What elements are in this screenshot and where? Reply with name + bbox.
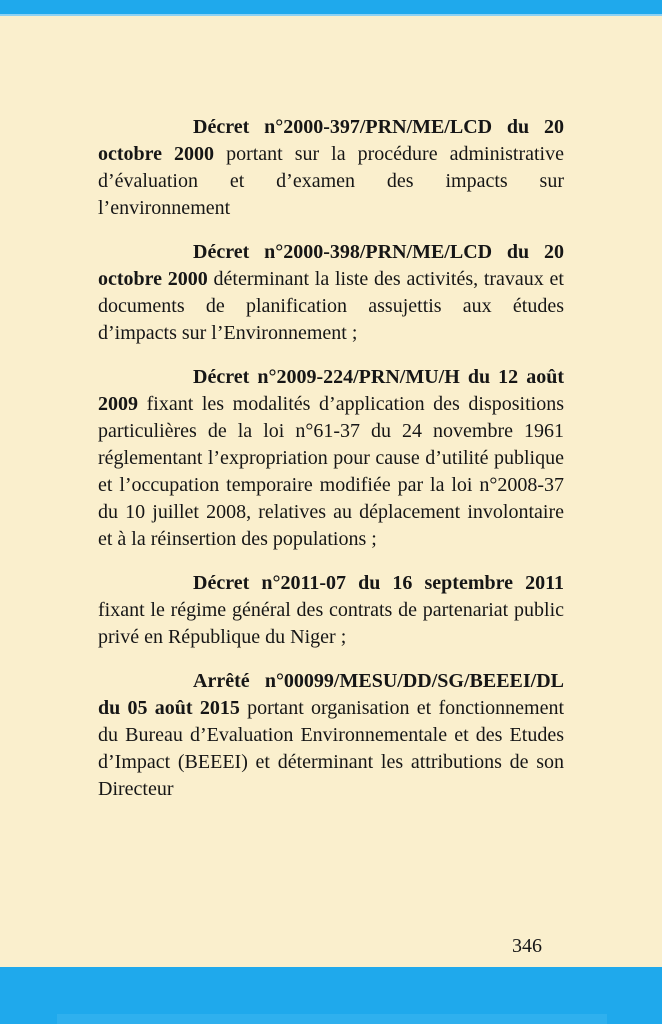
paragraph-body: portant sur la procédure administrative d’évaluation et d’examen des impacts sur l’environnement: [98, 143, 564, 219]
paragraph-lead-decree-2000-398: Décret n°2000-398/PRN/ME/LCD du 20 octobre 2000: [98, 241, 564, 290]
document-paragraph: [98, 668, 564, 803]
paragraph-body: fixant le régime général des contrats de partenariat public privé en République du Niger ;: [98, 599, 564, 648]
paragraph-body: fixant les modalités d’application des dispositions particulières de la loi n°61-37 du 24 novembre 1961 réglementant l’expropriation pour cause d’utilité publique et l’occupation temporaire modifiée par la loi n°2008-37 du 10 juillet 2008, relatives au déplacement involontaire et à la réinsertion des populations ;: [98, 393, 565, 550]
bottom-page-band: [0, 967, 662, 1024]
document-paragraph: [98, 239, 564, 347]
document-paragraph: [98, 114, 564, 222]
paragraph-body: déterminant la liste des activités, travaux et documents de planification assujettis aux études d’impacts sur l’Environnement ;: [98, 268, 564, 344]
document-paragraph: [98, 364, 564, 553]
paragraph-lead-decree-2011-07: Décret n°2011-07 du 16 septembre 2011: [193, 572, 564, 594]
paragraph-body: portant organisation et fonctionnement du Bureau d’Evaluation Environnementale et des Etudes d’Impact (BEEEI) et déterminant les attributions de son Directeur: [98, 697, 564, 800]
top-page-band: [0, 0, 662, 16]
document-text-block: [98, 114, 564, 820]
paragraph-lead-arrete-00099: Arrêté n°00099/MESU/DD/SG/BEEEI/DL du 05 août 2015: [98, 670, 564, 719]
page-number: 346: [512, 935, 542, 957]
document-paragraph: [98, 570, 564, 651]
paragraph-lead-decree-2009-224: Décret n°2009-224/PRN/MU/H du 12 août 2009: [98, 366, 564, 415]
next-page-edge: [57, 1014, 607, 1024]
paragraph-lead-decree-2000-397: Décret n°2000-397/PRN/ME/LCD du 20 octobre 2000: [98, 116, 564, 165]
